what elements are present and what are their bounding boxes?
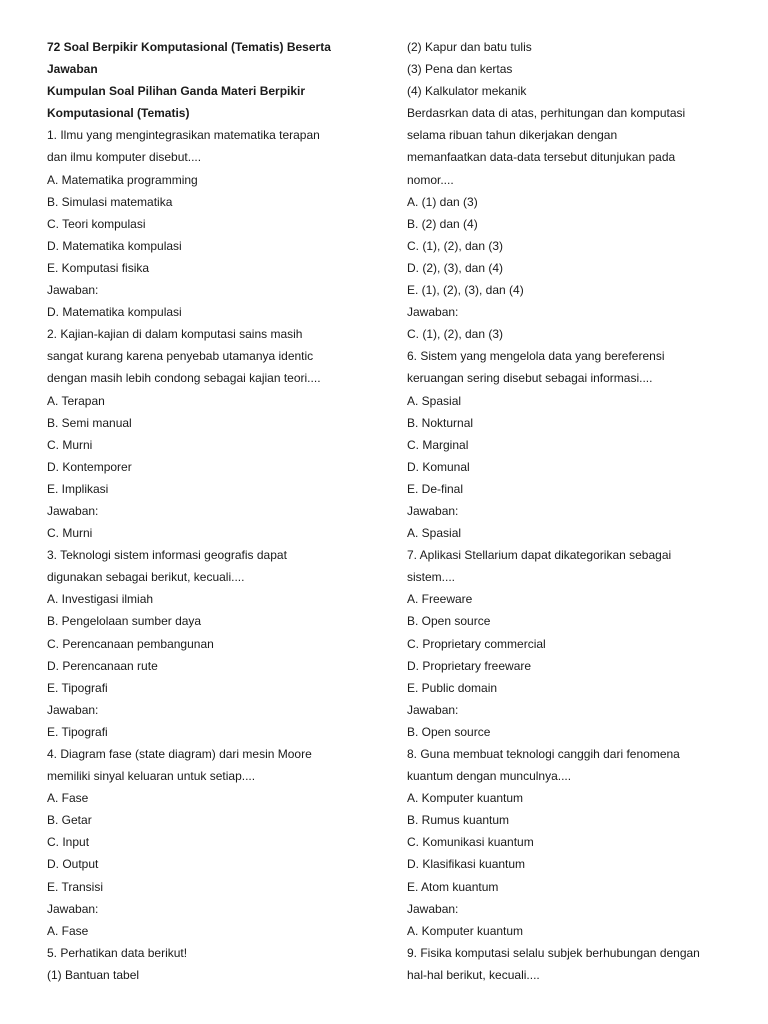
text-line: hal-hal berikut, kecuali.... [407, 967, 540, 982]
text-line: D. (2), (3), dan (4) [407, 260, 504, 275]
text-line: E. De-final [407, 481, 464, 496]
text-line: B. Rumus kuantum [407, 813, 510, 828]
text-line: D. Perencanaan rute [47, 658, 158, 673]
text-line: selama ribuan tahun dikerjakan dengan [407, 128, 618, 143]
text-line: A. Komputer kuantum [407, 791, 524, 806]
text-line: B. Nokturnal [407, 415, 474, 430]
text-line: D. Klasifikasi kuantum [407, 857, 526, 872]
text-line: E. Public domain [407, 680, 498, 695]
text-line: A. Spasial [407, 526, 462, 541]
text-line: 72 Soal Berpikir Komputasional (Tematis) Beserta [47, 40, 331, 54]
text-line: memiliki sinyal keluaran untuk setiap.... [47, 769, 256, 784]
right-column [407, 36, 737, 986]
text-line: Jawaban: [407, 503, 459, 518]
text-line: A. (1) dan (3) [407, 194, 478, 209]
text-line: Jawaban [47, 62, 98, 77]
text-line: (3) Pena dan kertas [407, 62, 513, 77]
text-line: (1) Bantuan tabel [47, 967, 140, 982]
text-line: dan ilmu komputer disebut.... [47, 150, 202, 165]
text-line: A. Terapan [47, 393, 105, 408]
text-line: Berdasrkan data di atas, perhitungan dan komputasi [407, 106, 686, 121]
text-line: E. Implikasi [47, 481, 109, 496]
text-line: Jawaban: [407, 702, 459, 717]
text-line: 4. Diagram fase (state diagram) dari mesin Moore [47, 747, 312, 761]
text-line: 1. Ilmu yang mengintegrasikan matematika terapan [47, 128, 320, 143]
text-line: D. Kontemporer [47, 459, 132, 474]
text-line: A. Spasial [407, 393, 462, 408]
text-line: A. Freeware [407, 592, 473, 607]
text-line: E. Komputasi fisika [47, 260, 150, 275]
text-line: 8. Guna membuat teknologi canggih dari fenomena [407, 747, 680, 761]
text-line: D. Matematika kompulasi [47, 238, 182, 253]
text-line: C. Proprietary commercial [407, 636, 546, 651]
text-line: C. Murni [47, 526, 93, 541]
text-line: Jawaban: [47, 503, 99, 518]
text-line: 9. Fisika komputasi selalu subjek berhubungan dengan [407, 945, 700, 960]
text-line: memanfaatkan data-data tersebut ditunjukan pada [407, 150, 676, 165]
text-line: 2. Kajian-kajian di dalam komputasi sains masih [47, 327, 303, 342]
text-line: B. (2) dan (4) [407, 216, 478, 231]
text-line: E. Atom kuantum [407, 879, 499, 894]
text-line: 6. Sistem yang mengelola data yang bereferensi [407, 349, 665, 364]
text-line: C. Input [47, 835, 90, 850]
text-line: B. Getar [47, 813, 92, 828]
text-line: (2) Kapur dan batu tulis [407, 40, 532, 54]
text-line: C. Komunikasi kuantum [407, 835, 534, 850]
left-column [47, 36, 367, 986]
text-line: D. Komunal [407, 459, 470, 474]
text-line: E. Tipografi [47, 680, 108, 695]
text-line: dengan masih lebih condong sebagai kajian teori.... [47, 371, 321, 386]
text-line: digunakan sebagai berikut, kecuali.... [47, 570, 245, 585]
text-line: C. (1), (2), dan (3) [407, 327, 504, 342]
text-line: 5. Perhatikan data berikut! [47, 945, 188, 960]
text-line: B. Open source [407, 614, 491, 629]
text-line: Jawaban: [407, 901, 459, 916]
text-line: C. Murni [47, 437, 93, 452]
text-line: nomor.... [407, 172, 454, 187]
text-line: D. Matematika kompulasi [47, 305, 182, 320]
text-line: C. Marginal [407, 437, 469, 452]
text-line: E. Tipografi [47, 724, 108, 739]
text-line: Jawaban: [407, 305, 459, 320]
text-line: E. (1), (2), (3), dan (4) [407, 283, 524, 298]
text-line: A. Matematika programming [47, 172, 198, 187]
text-line: D. Proprietary freeware [407, 658, 532, 673]
text-line: Jawaban: [47, 901, 99, 916]
text-line: A. Investigasi ilmiah [47, 592, 154, 607]
text-line: A. Komputer kuantum [407, 923, 524, 938]
text-line: Kumpulan Soal Pilihan Ganda Materi Berpikir [47, 84, 306, 99]
text-line: Jawaban: [47, 702, 99, 717]
text-line: 7. Aplikasi Stellarium dapat dikategorikan sebagai [407, 548, 672, 563]
text-line: E. Transisi [47, 879, 104, 894]
text-line: Komputasional (Tematis) [47, 106, 190, 121]
text-line: B. Simulasi matematika [47, 194, 173, 209]
text-line: B. Semi manual [47, 415, 132, 430]
text-line: D. Output [47, 857, 99, 872]
text-line: C. (1), (2), dan (3) [407, 238, 504, 253]
text-line: sistem.... [407, 570, 456, 585]
text-line: B. Pengelolaan sumber daya [47, 614, 202, 629]
text-line: C. Teori kompulasi [47, 216, 146, 231]
text-line: C. Perencanaan pembangunan [47, 636, 214, 651]
text-line: A. Fase [47, 791, 89, 806]
text-line: sangat kurang karena penyebab utamanya identic [47, 349, 314, 364]
text-line: A. Fase [47, 923, 89, 938]
text-line: (4) Kalkulator mekanik [407, 84, 527, 99]
text-line: 3. Teknologi sistem informasi geografis dapat [47, 548, 287, 563]
text-line: kuantum dengan munculnya.... [407, 769, 572, 784]
text-line: keruangan sering disebut sebagai informasi.... [407, 371, 653, 386]
text-line: Jawaban: [47, 283, 99, 298]
text-line: B. Open source [407, 724, 491, 739]
